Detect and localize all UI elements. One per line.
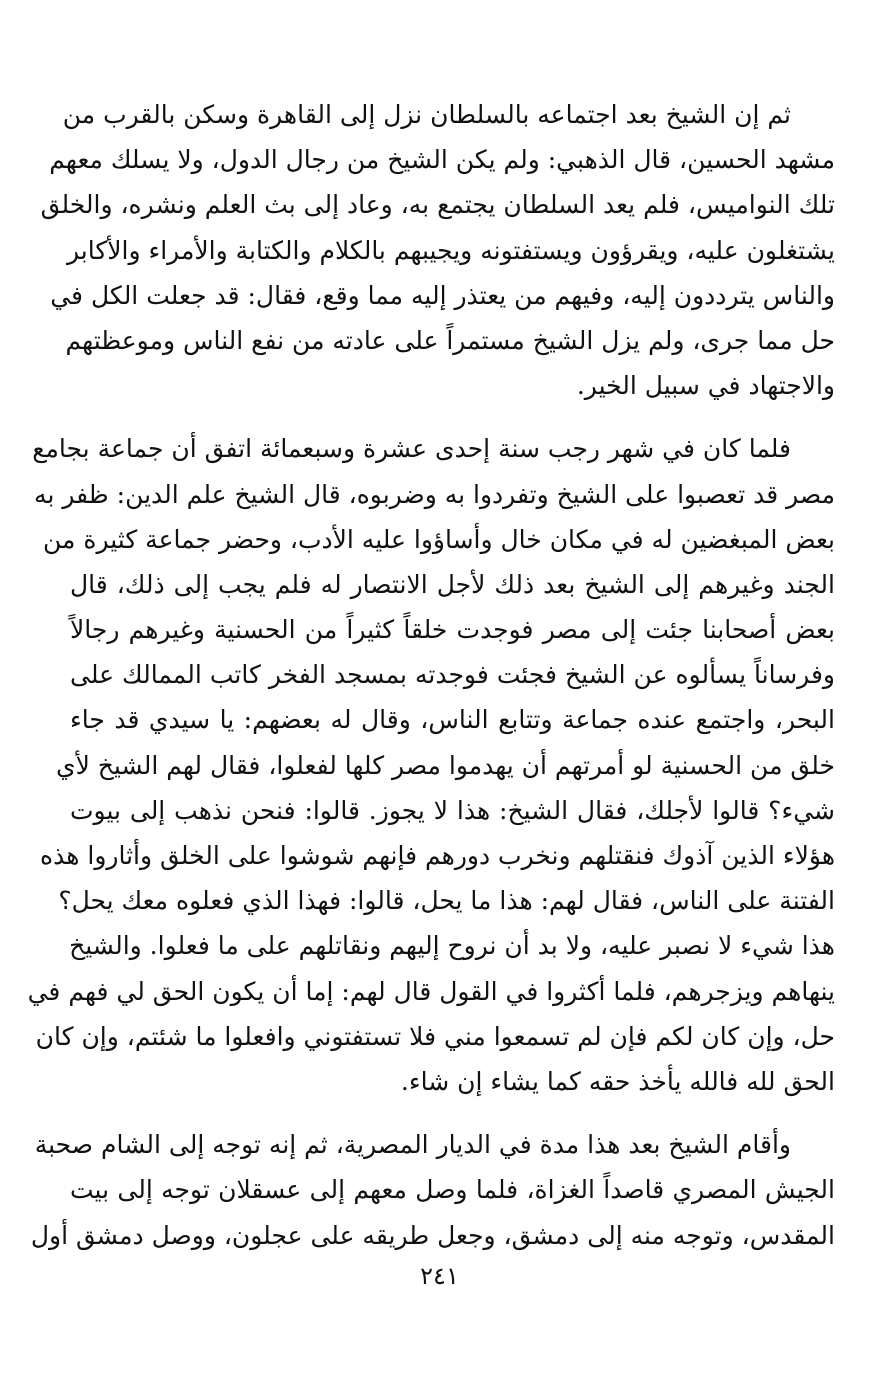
text-line: وأقام الشيخ بعد هذا مدة في الديار المصرية، ثم إنه توجه إلى الشام صحبة xyxy=(34,1130,791,1160)
text-line: والاجتهاد في سبيل الخير. xyxy=(576,371,835,401)
paragraph xyxy=(27,426,835,1104)
text-line: وفرساناً يسألوه عن الشيخ فجئت فوجدته بمسجد الفخر كاتب الممالك على xyxy=(70,660,835,690)
text-line: حل، وإن كان لكم فإن لم تسمعوا مني فلا تستفتوني وافعلوا ما شئتم، وإن كان xyxy=(35,1021,835,1051)
paragraph-gap xyxy=(70,408,835,426)
text-line: الحق لله فالله يأخذ حقه كما يشاء إن شاء. xyxy=(400,1066,835,1096)
page-number: ٢٤١ xyxy=(420,1262,459,1290)
text-line: يشتغلون عليه، ويقرؤون ويستفتونه ويجيبهم بالكلام والكتابة والأمراء والأكابر xyxy=(66,235,835,265)
text-line: مشهد الحسين، قال الذهبي: ولم يكن الشيخ من رجال الدول، ولا يسلك معهم xyxy=(49,145,835,175)
text-line: بعض المبغضين له في مكان خال وأساؤوا عليه الأدب، وحضر جماعة كثيرة من xyxy=(42,524,835,554)
text-line: ينهاهم ويزجرهم، فلما أكثروا في القول قال لهم: إما أن يكون الحق لي فهم في xyxy=(27,976,835,1006)
text-line: مصر قد تعصبوا على الشيخ وتفردوا به وضربوه، قال الشيخ علم الدين: ظفر به xyxy=(34,479,835,509)
text-line: المقدس، وتوجه منه إلى دمشق، وجعل طريقه على عجلون، ووصل دمشق أول xyxy=(30,1220,835,1250)
text-line: ثم إن الشيخ بعد اجتماعه بالسلطان نزل إلى القاهرة وسكن بالقرب من xyxy=(62,100,791,129)
text-line: بعض أصحابنا جئت إلى مصر فوجدت خلقاً كثيراً من الحسنية وغيرهم رجالاً xyxy=(70,615,835,645)
text-line: والناس يترددون إليه، وفيهم من يعتذر إليه مما وقع، فقال: قد جعلت الكل في xyxy=(50,280,835,310)
text-line: هؤلاء الذين آذوك فنقتلهم ونخرب دورهم فإنهم شوشوا على الخلق وأثاروا هذه xyxy=(40,841,835,870)
text-line: الجيش المصري قاصداً الغزاة، فلما وصل معهم إلى عسقلان توجه إلى بيت xyxy=(70,1175,835,1205)
body-text xyxy=(27,92,835,1258)
text-line: هذا شيء لا نصبر عليه، ولا بد أن نروح إليهم ونقاتلهم على ما فعلوا. والشيخ xyxy=(69,931,835,961)
text-line: شيء؟ قالوا لأجلك، فقال الشيخ: هذا لا يجوز. قالوا: فنحن نذهب إلى بيوت xyxy=(70,795,835,825)
text-line: حل مما جرى، ولم يزل الشيخ مستمراً على عادته من نفع الناس وموعظتهم xyxy=(65,325,835,355)
text-line: فلما كان في شهر رجب سنة إحدى عشرة وسبعمائة اتفق أن جماعة بجامع xyxy=(32,434,791,464)
text-line: خلق من الحسنية لو أمرتهم أن يهدموا مصر كلها لفعلوا، فقال لهم الشيخ لأي xyxy=(56,750,835,780)
text-line: البحر، واجتمع عنده جماعة وتتابع الناس، وقال له بعضهم: يا سيدي قد جاء xyxy=(70,705,835,735)
paragraph-gap xyxy=(70,1104,835,1122)
text-line: الجند وغيرهم إلى الشيخ بعد ذلك لأجل الانتصار له فلم يجب إلى ذلك، قال xyxy=(70,569,835,599)
paragraph xyxy=(40,92,835,408)
text-line: الفتنة على الناس، فقال لهم: هذا ما يحل، قالوا: فهذا الذي فعلوه معك يحل؟ xyxy=(58,886,835,916)
text-line: تلك النواميس، فلم يعد السلطان يجتمع به، وعاد إلى بث العلم ونشره، والخلق xyxy=(40,190,835,220)
paragraph xyxy=(30,1122,835,1258)
